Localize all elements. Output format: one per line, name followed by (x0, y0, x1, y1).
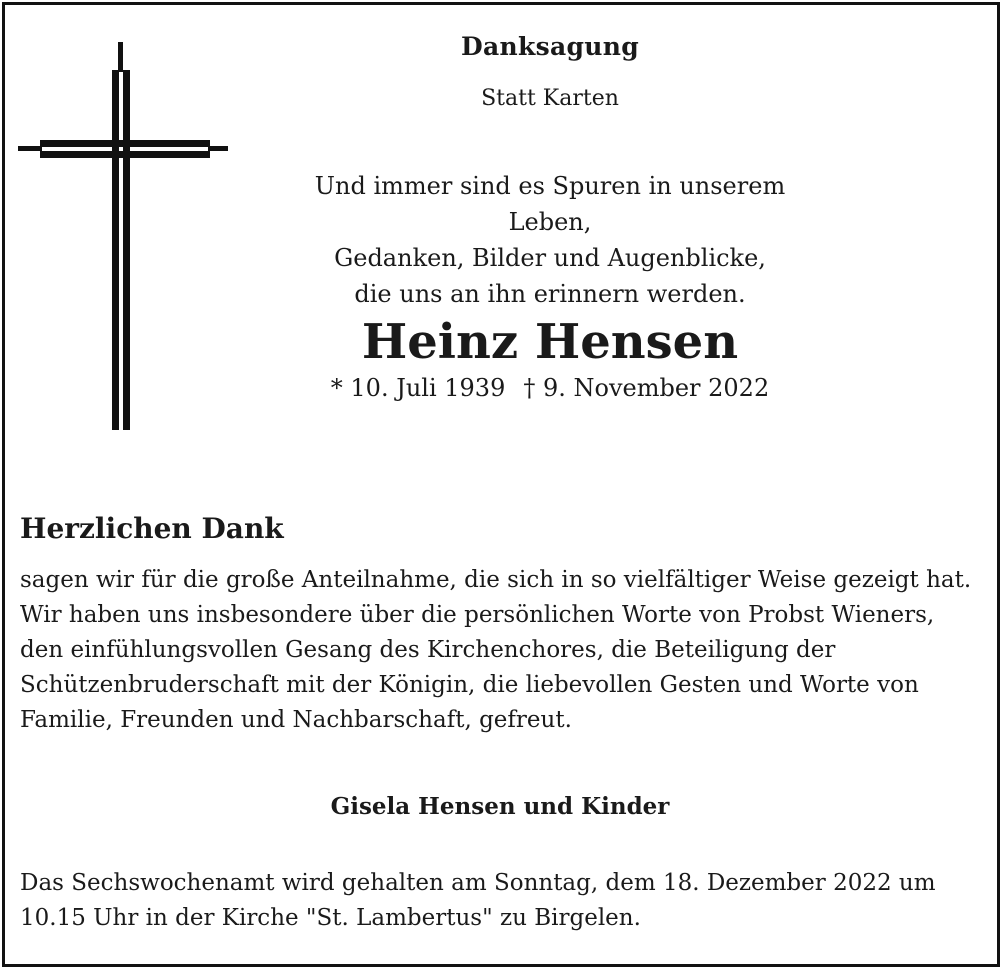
signature: Gisela Hensen und Kinder (330, 793, 670, 820)
subtitle-statt-karten: Statt Karten (481, 86, 619, 111)
thanks-line: Wir haben uns insbesondere über die persönlichen Worte von Probst Wieners, (20, 602, 935, 628)
cross-icon (18, 42, 228, 432)
thanks-body (20, 563, 980, 738)
thanks-line: sagen wir für die große Anteilnahme, die sich in so vielfältiger Weise gezeigt hat. (20, 567, 972, 593)
verse (270, 168, 830, 312)
notice-line: Das Sechswochenamt wird gehalten am Sonntag, dem 18. Dezember 2022 um (20, 870, 936, 896)
death-date: † 9. November 2022 (523, 374, 770, 402)
verse-line: Und immer sind es Spuren in unserem Leben, (314, 172, 786, 236)
thanks-line: den einfühlungsvollen Gesang des Kirchenchores, die Beteiligung der (20, 637, 836, 663)
heading-danksagung: Danksagung (461, 32, 639, 61)
deceased-name: Heinz Hensen (361, 314, 739, 370)
verse-line: die uns an ihn erinnern werden. (354, 280, 746, 308)
verse-line: Gedanken, Bilder und Augenblicke, (334, 244, 766, 272)
birth-date: * 10. Juli 1939 (330, 374, 506, 402)
life-dates (270, 374, 830, 402)
service-notice (20, 866, 980, 936)
thanks-line: Schützenbruderschaft mit der Königin, die liebevollen Gesten und Worte von (20, 672, 919, 698)
notice-line: 10.15 Uhr in der Kirche "St. Lambertus" zu Birgelen. (20, 905, 641, 931)
thanks-heading: Herzlichen Dank (20, 512, 284, 545)
thanks-line: Familie, Freunden und Nachbarschaft, gefreut. (20, 707, 572, 733)
